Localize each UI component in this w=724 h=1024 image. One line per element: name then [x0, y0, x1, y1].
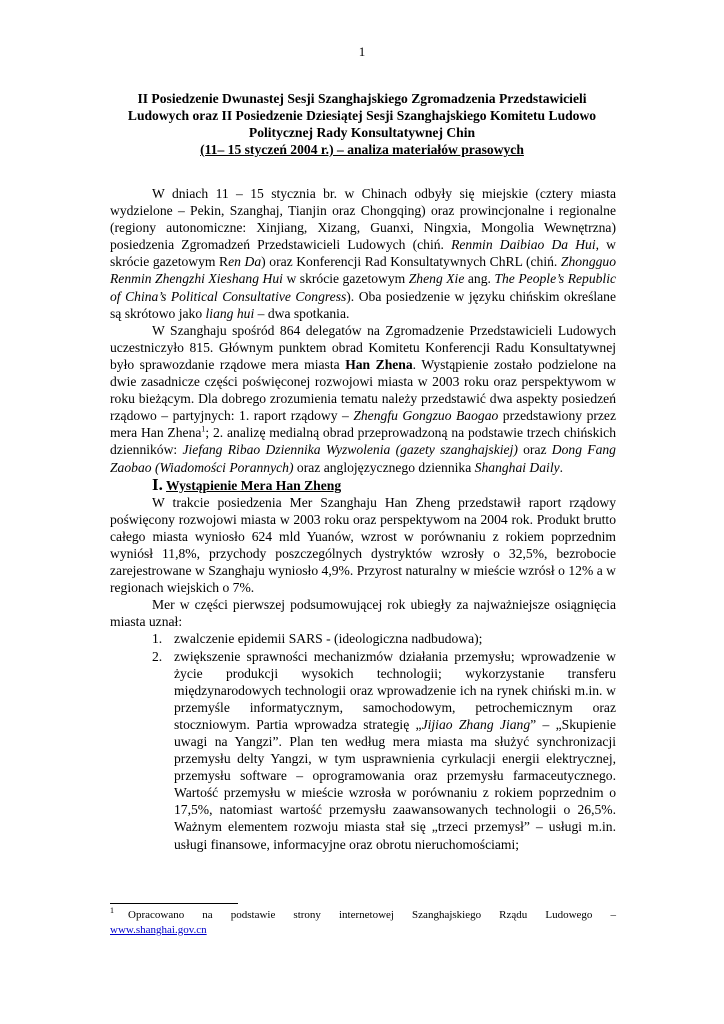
text-italic: The People’s Republic of China’s Political Consultative Congress	[110, 271, 617, 304]
title-line-2: Ludowych oraz II Posiedzenie Dziesiątej Sesji Szanghajskiego Komitetu Ludowo	[127, 108, 597, 123]
paragraph-delegates	[110, 322, 616, 476]
footnote-reference[interactable]: 1	[201, 424, 206, 434]
text: W Szanghaju spośród 864 delegatów na Zgromadzenie Przedstawicieli Ludowych uczestniczyło 815. Głównym punktem obrad Komitetu Konferencji Radu Konsultatywnej było sprawozdanie rządowe mera miasta	[110, 322, 616, 372]
list-item-text: zwiększenie sprawności mechanizmów działania przemysłu; wprowadzenie w życie produkcji wysokich technologii; wykorzystanie transferu międzynarodowych technologii oraz wprowadzenie ich na rynek chiński m.in. w przemyśle informatycznym, samochodowym, petrochemicznym oraz stoczniowym. Partia wprowadza strategię „	[174, 648, 616, 732]
text-italic: Zhongguo Renmin Zhengzhi Xieshang Hui	[110, 254, 617, 287]
text-italic: Zhengfu Gongzuo Baogao	[353, 408, 499, 424]
text-italic: en Da	[228, 254, 262, 270]
text-italic: Dong Fang Zaobao (Wiadomości Porannych)	[110, 442, 616, 475]
paragraph-intro	[110, 185, 616, 322]
title-line-3: Politycznej Rady Konsultatywnej Chin	[248, 125, 476, 140]
title-line-1: II Posiedzenie Dwunastej Sesji Szanghajskiego Zgromadzenia Przedstawicieli	[137, 91, 587, 106]
text-italic: liang hui	[205, 305, 255, 321]
text: przedstawiony przez mera Han Zhena	[110, 408, 616, 441]
text: ) oraz Konferencji Rad Konsultatywnych ChRL (chiń.	[261, 254, 561, 270]
text: – dwa spotkania.	[254, 305, 350, 321]
text-italic: Jiefang Ribao Dziennika Wyzwolenia (gazety szanghajskiej)	[182, 442, 518, 458]
text-italic: Shanghai Daily	[474, 459, 560, 475]
section-title: Wystąpienie Mera Han Zheng	[166, 477, 342, 493]
achievements-list	[110, 630, 616, 852]
text: .	[559, 459, 564, 475]
text: ). Oba posiedzenie w języku chińskim określane są skrótowo jako	[110, 288, 617, 321]
footnote-number: 1	[110, 906, 114, 916]
text-bold: Han Zhena	[345, 356, 413, 372]
text: ; 2. analizę medialną obrad przeprowadzoną na podstawie trzech chińskich dzienników:	[110, 425, 616, 458]
list-item-text: ” – „Skupienie uwagi na Yangzi”. Plan ten według mera miasta ma służyć synchronizacji przemysłu delty Yangzi, w tym usprawnienia cyrkulacji energii elektrycznej, przemysłu software – oprogramowania oraz przemysłu farmaceutycznego. Wartość przemysłu w mieście wzrosła w porównaniu z rokiem poprzednim o 17,5%, natomiast wartość przemysłu zaawansowanych technologii o 26,5%. Ważnym elementem rozwoju miasta stał się „trzeci przemysł” – usługi m.in. usługi finansowe, informacyjne oraz obrotu nieruchomościami;	[174, 716, 617, 852]
list-item-text: zwalczenie epidemii SARS - (ideologiczna nadbudowa);	[174, 631, 483, 647]
list-item	[110, 648, 616, 853]
text: , w skrócie gazetowym R	[110, 237, 616, 270]
paragraph-report: W trakcie posiedzenia Mer Szanghaju Han Zheng przedstawił raport rządowy poświęcony rozwojowi miasta w 2003 roku oraz perspektywom na 2004 rok. Produkt brutto całego miasta wyniosło 624 mld Yuanów, wzrost w porównaniu z rokiem poprzednim wyniósł 11,8%, przychody poszczególnych dystryktów wzrosły o 32,5%, bezrobocie zarejestrowane w Szanghaju wyniosło 4,9%. Przyrost naturalny w mieście wzrósł o 12% a w regionach wiejskich o 7%.	[110, 494, 616, 596]
footnote	[110, 908, 616, 938]
section-number: I.	[152, 474, 163, 494]
text-italic: Jijiao Zhang Jiang	[421, 716, 531, 732]
footnote-link[interactable]: www.shanghai.gov.cn	[110, 924, 207, 936]
text: W dniach 11 – 15 stycznia br. w Chinach odbyły się miejskie (cztery miasta wydzielone – Pekin, Szanghaj, Tianjin oraz Chongqing) oraz prowincjonalne i regionalne (regiony autonomiczne: Xinjiang, Xizang, Guanxi, Ningxia, Mongolia Wewnętrzna) posiedzenia Zgromadzeń Przedstawicieli Ludowych (chiń.	[110, 186, 616, 253]
footnote-separator	[110, 903, 238, 904]
list-item-number: 2.	[152, 648, 163, 664]
text: ang.	[464, 271, 495, 287]
document-body	[110, 185, 616, 853]
text-italic: Zheng Xie	[408, 271, 465, 287]
list-item	[110, 630, 616, 647]
text: w skrócie gazetowym	[282, 271, 409, 287]
document-title	[104, 90, 620, 158]
paragraph-achievements-intro: Mer w części pierwszej podsumowującej rok ubiegły za najważniejsze osiągnięcia miasta uznał:	[110, 597, 616, 630]
text: . Wystąpienie zostało podzielone na dwie zasadnicze części poświęconej rozwojowi miasta w 2003 roku oraz perspektywom w roku bieżącym. Dla dobrego zrozumienia tematu należy przedstawić dwa aspekty posiedzeń rządowo – partyjnych: 1. raport rządowy –	[110, 356, 616, 424]
list-item-number: 1.	[152, 631, 163, 647]
text: oraz	[517, 442, 552, 458]
text: oraz anglojęzycznego dziennika	[293, 459, 475, 475]
section-heading	[110, 476, 616, 494]
text-italic: Renmin Daibiao Da Hui	[451, 237, 596, 253]
footnote-text: Opracowano na podstawie strony internetowej Szanghajskiego Rządu Ludowego –	[128, 909, 616, 921]
page-number: 1	[358, 44, 366, 59]
title-line-4: (11– 15 styczeń 2004 r.) – analiza materiałów prasowych	[200, 142, 524, 157]
